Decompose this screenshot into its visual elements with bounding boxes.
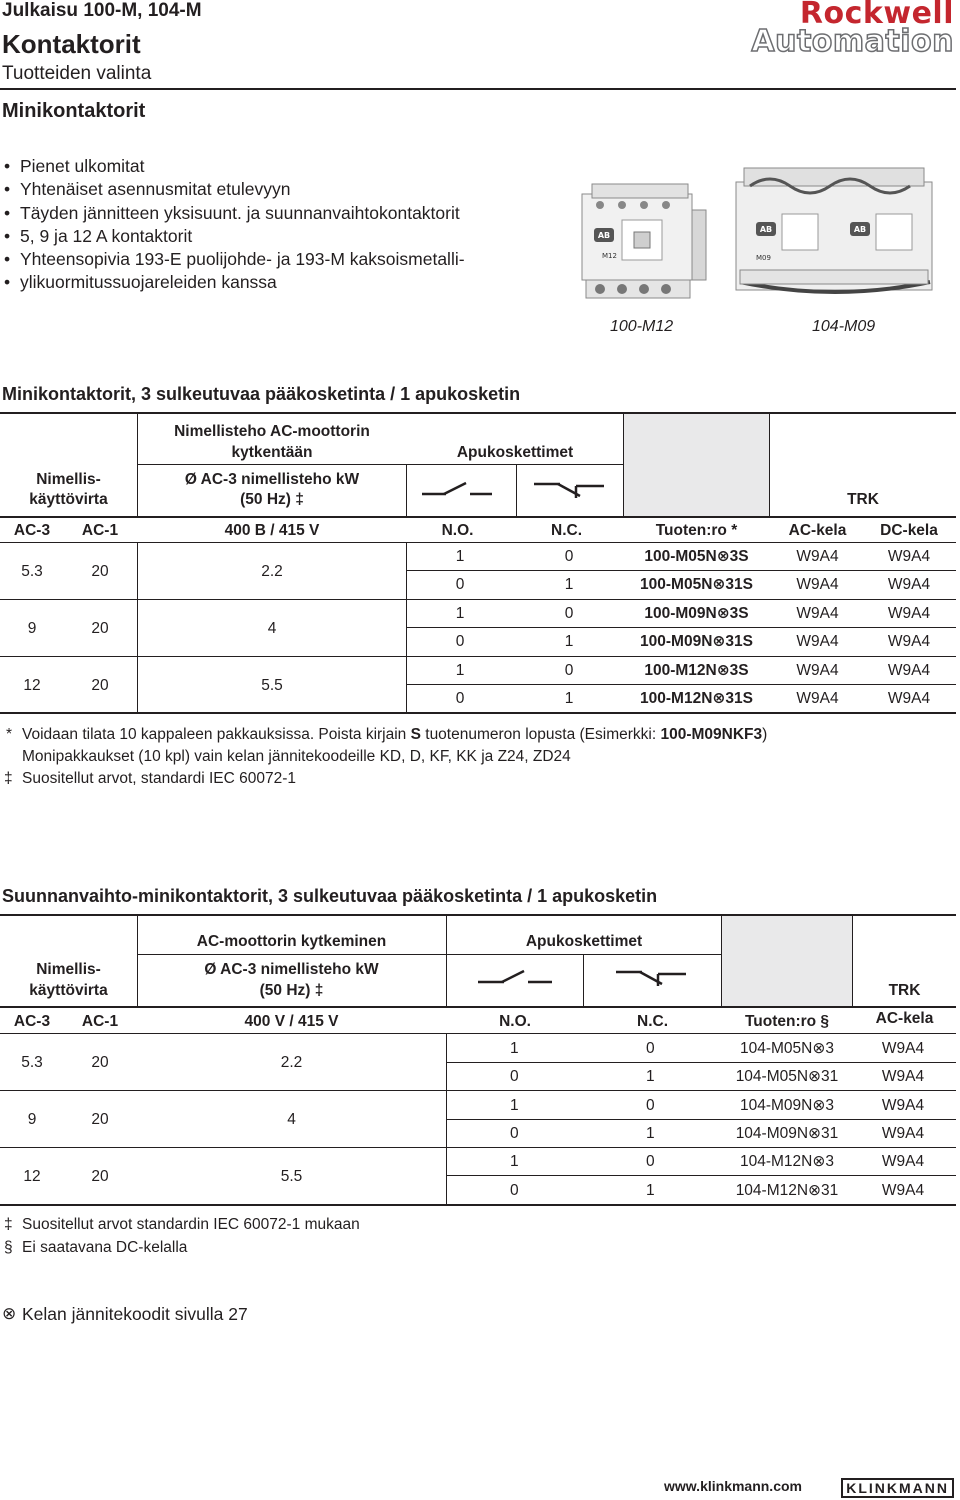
t2-sub-voltage: 400 V / 415 V <box>244 1013 339 1030</box>
t1-head-trk: TRK <box>847 491 879 508</box>
feature-item: • Pienet ulkomitat <box>2 155 465 178</box>
t1-r1-nc: 0 <box>564 548 574 565</box>
t2-head-trk: TRK <box>888 982 921 999</box>
t1-r6-no: 0 <box>455 690 465 707</box>
feature-item: • Yhtenäiset asennusmitat etulevyyn <box>2 178 465 201</box>
table2-bottom-rule <box>0 1204 956 1206</box>
t2-g3-kw: 5.5 <box>280 1168 303 1185</box>
t2-g3-ac3: 12 <box>23 1168 41 1185</box>
t1-r1-cat: 100-M05N⊗3S <box>644 548 749 565</box>
normally-open-contact-icon <box>476 966 556 990</box>
t2-r4-cat: 104-M09N⊗31 <box>735 1125 839 1142</box>
t2-head-aux: Apukoskettimet <box>525 933 643 950</box>
t2-r4-nc: 1 <box>646 1125 655 1142</box>
table1-header-shade <box>624 414 769 516</box>
t1-r5-cat: 100-M12N⊗3S <box>644 662 749 679</box>
table1-row-rule <box>407 627 956 628</box>
t1-head-power-3: Ø AC-3 nimellisteho kW <box>184 471 360 488</box>
table2-sub-rule <box>0 1033 956 1034</box>
t1-note3: Suositellut arvot, standardi IEC 60072-1 <box>22 770 296 787</box>
t2-r6-no: 0 <box>510 1182 519 1199</box>
table1-group-rule <box>0 656 407 657</box>
t2-g2-kw: 4 <box>287 1111 296 1128</box>
t1-r4-no: 0 <box>455 633 465 650</box>
contactor-104-m09-image <box>730 152 940 310</box>
page-subtitle: Tuotteiden valinta <box>2 63 152 84</box>
t2-r2-nc: 1 <box>646 1068 655 1085</box>
t1-g3-ac1: 20 <box>91 677 109 694</box>
t2-r1-no: 1 <box>510 1040 519 1057</box>
table1-header-rule <box>0 516 956 518</box>
t1-g3-ac3: 12 <box>23 677 41 694</box>
t1-r1-no: 1 <box>455 548 465 565</box>
t2-g3-ac1: 20 <box>91 1168 109 1185</box>
t1-r6-ac: W9A4 <box>796 690 839 707</box>
t1-g1-ac3: 5.3 <box>21 563 43 580</box>
logo-automation: Automation <box>751 24 954 59</box>
t1-r6-nc: 1 <box>564 690 574 707</box>
t2-head-rated-current-1: Nimellis- <box>36 961 101 978</box>
table1-divider <box>623 414 624 516</box>
t2-g1-kw: 2.2 <box>280 1054 303 1071</box>
series-label: Julkaisu 100-M, 104-M <box>2 0 202 21</box>
table2-row-rule <box>447 1175 956 1176</box>
t1-r5-nc: 0 <box>564 662 574 679</box>
brand-mark-right-2: AB <box>853 225 867 234</box>
feature-list <box>2 155 465 295</box>
t2-sub-no: N.O. <box>499 1013 531 1030</box>
t1-r4-nc: 1 <box>564 633 574 650</box>
table2-row-rule <box>447 1090 956 1091</box>
t1-g2-kw: 4 <box>267 620 277 637</box>
table1-group-rule <box>0 599 407 600</box>
t2-r3-no: 1 <box>510 1097 519 1114</box>
t1-r5-ac: W9A4 <box>796 662 839 679</box>
t1-r5-dc: W9A4 <box>887 662 931 679</box>
table2-group-rule <box>0 1090 447 1091</box>
t1-r3-no: 1 <box>455 605 465 622</box>
t1-sub-nc: N.C. <box>551 522 582 539</box>
t1-r2-nc: 1 <box>564 576 574 593</box>
table2-row-rule <box>447 1147 956 1148</box>
t1-r4-dc: W9A4 <box>887 633 931 650</box>
normally-closed-contact-icon <box>612 964 692 992</box>
feature-item: • Yhteensopivia 193-E puolijohde- ja 193-M kaksoismetalli- <box>2 248 465 271</box>
t1-g1-kw: 2.2 <box>261 563 283 580</box>
normally-closed-contact-icon <box>530 476 610 504</box>
t1-note2: Monipakkaukset (10 kpl) vain kelan jännitekoodeille KD, D, KF, KK ja Z24, ZD24 <box>22 748 571 765</box>
device-label-right: M09 <box>756 254 771 262</box>
t1-r3-dc: W9A4 <box>887 605 931 622</box>
table1-row-rule <box>407 599 956 600</box>
footer-url[interactable]: www.klinkmann.com <box>664 1478 802 1494</box>
t2-note2-symbol: § <box>4 1239 13 1256</box>
t1-r6-dc: W9A4 <box>887 690 931 707</box>
t2-r3-ac: W9A4 <box>881 1097 925 1114</box>
t1-note3-symbol: ‡ <box>4 770 13 787</box>
t2-sub-ac3: AC-3 <box>13 1013 51 1030</box>
t1-sub-dc-coil: DC-kela <box>880 522 938 539</box>
t2-g1-ac3: 5.3 <box>21 1054 43 1071</box>
t2-sub-ac1: AC-1 <box>81 1013 119 1030</box>
t1-head-rated-current-2: käyttövirta <box>29 491 108 508</box>
t1-sub-cat: Tuoten:ro * <box>655 522 738 539</box>
t2-note1-symbol: ‡ <box>4 1216 13 1233</box>
t2-note2: Ei saatavana DC-kelalla <box>22 1239 188 1256</box>
table1-bottom-rule <box>0 712 956 714</box>
page-title: Kontaktorit <box>2 29 141 59</box>
t1-r2-cat: 100-M05N⊗31S <box>640 576 753 593</box>
t1-sub-voltage: 400 B / 415 V <box>224 522 320 539</box>
coil-note-symbol: ⊗ <box>2 1304 17 1323</box>
table2-divider <box>721 916 722 1007</box>
table2-row-rule <box>447 1062 956 1063</box>
t1-r3-nc: 0 <box>564 605 574 622</box>
table2-title: Suunnanvaihto-minikontaktorit, 3 sulkeutuvaa pääkosketinta / 1 apukosketin <box>2 886 658 906</box>
t2-r4-ac: W9A4 <box>881 1125 925 1142</box>
t2-r6-ac: W9A4 <box>881 1182 925 1199</box>
contactor-100-m12-image <box>574 180 724 305</box>
t1-head-aux: Apukoskettimet <box>456 444 574 461</box>
table1-divider <box>516 464 517 516</box>
table2-group-rule <box>0 1147 447 1148</box>
t1-g2-ac1: 20 <box>91 620 109 637</box>
t2-r2-cat: 104-M05N⊗31 <box>735 1068 839 1085</box>
t1-head-power-1: Nimellisteho AC-moottorin <box>174 423 370 440</box>
table2-divider <box>446 916 447 1007</box>
table1-row-rule <box>407 684 956 685</box>
t1-sub-ac1: AC-1 <box>81 522 119 539</box>
t1-r6-cat: 100-M12N⊗31S <box>640 690 753 707</box>
feature-item: • 5, 9 ja 12 A kontaktorit <box>2 225 465 248</box>
table1-divider <box>137 464 624 465</box>
t2-r2-ac: W9A4 <box>881 1068 925 1085</box>
t1-head-power-2: kytkentään <box>231 444 313 461</box>
t2-r6-nc: 1 <box>646 1182 655 1199</box>
t2-r5-ac: W9A4 <box>881 1153 925 1170</box>
feature-item-continued: • ylikuormitussuojareleiden kanssa <box>2 271 465 294</box>
feature-item: • Täyden jännitteen yksisuunt. ja suunnanvaihtokontaktorit <box>2 202 465 225</box>
t1-r4-cat: 100-M09N⊗31S <box>640 633 753 650</box>
t1-g1-ac1: 20 <box>91 563 109 580</box>
t2-head-power-3: Ø AC-3 nimellisteho kW <box>204 961 379 978</box>
t2-r3-cat: 104-M09N⊗3 <box>740 1097 834 1114</box>
table1-top-rule <box>0 412 956 414</box>
table2-header-shade <box>722 916 852 1007</box>
t1-r1-dc: W9A4 <box>887 548 931 565</box>
t1-head-power-4: (50 Hz) ‡ <box>240 491 304 508</box>
t1-r1-ac: W9A4 <box>796 548 839 565</box>
t2-note1: Suositellut arvot standardin IEC 60072-1 mukaan <box>22 1216 360 1233</box>
t1-r2-dc: W9A4 <box>887 576 931 593</box>
table1-divider <box>137 542 138 713</box>
t2-g2-ac3: 9 <box>27 1111 37 1128</box>
t2-sub-cat: Tuoten:ro § <box>744 1013 830 1030</box>
t2-head-power-4: (50 Hz) ‡ <box>259 982 324 999</box>
table1-sub-rule <box>0 542 956 543</box>
brand-mark-right-1: AB <box>759 225 773 234</box>
t1-r4-ac: W9A4 <box>796 633 839 650</box>
t1-note1-symbol: * <box>6 726 13 743</box>
table1-title: Minikontaktorit, 3 sulkeutuvaa pääkosketinta / 1 apukosketin <box>2 384 521 404</box>
t1-g3-kw: 5.5 <box>261 677 283 694</box>
coil-note: Kelan jännitekoodit sivulla 27 <box>22 1304 248 1324</box>
device-label-left: M12 <box>602 252 617 260</box>
header-divider <box>0 88 956 90</box>
t2-g1-ac1: 20 <box>91 1054 109 1071</box>
t1-r2-no: 0 <box>455 576 465 593</box>
t2-r1-ac: W9A4 <box>881 1040 925 1057</box>
table1-row-rule <box>407 656 956 657</box>
t2-r3-nc: 0 <box>646 1097 655 1114</box>
table2-row-rule <box>447 1119 956 1120</box>
t1-r2-ac: W9A4 <box>796 576 839 593</box>
t2-r1-nc: 0 <box>646 1040 655 1057</box>
t1-note1: Voidaan tilata 10 kappaleen pakkauksissa. Poista kirjain S tuotenumeron lopusta (Esimerkki: 100-M09NKF3) <box>22 726 768 743</box>
t2-r4-no: 0 <box>510 1125 519 1142</box>
photo-caption-104-m09: 104-M09 <box>812 318 876 335</box>
t1-sub-ac3: AC-3 <box>13 522 51 539</box>
t1-r5-no: 1 <box>455 662 465 679</box>
t2-r5-no: 1 <box>510 1153 519 1170</box>
t1-sub-no: N.O. <box>441 522 474 539</box>
brand-mark-left: AB <box>597 231 611 240</box>
t2-sub-nc: N.C. <box>637 1013 668 1030</box>
t2-head-rated-current-2: käyttövirta <box>29 982 108 999</box>
t1-r3-cat: 100-M09N⊗3S <box>644 605 749 622</box>
table2-divider <box>137 954 722 955</box>
t1-g2-ac3: 9 <box>27 620 37 637</box>
t2-r5-cat: 104-M12N⊗3 <box>740 1153 834 1170</box>
footer-logo: KLINKMANN <box>841 1478 954 1498</box>
t2-g2-ac1: 20 <box>91 1111 109 1128</box>
t1-sub-ac-coil: AC-kela <box>788 522 847 539</box>
t1-head-rated-current-1: Nimellis- <box>36 471 101 488</box>
t2-sub-ac-coil: AC-kela <box>875 1010 934 1027</box>
t2-r6-cat: 104-M12N⊗31 <box>735 1182 839 1199</box>
t2-head-power-1: AC-moottorin kytkeminen <box>196 933 387 950</box>
t2-r5-nc: 0 <box>646 1153 655 1170</box>
normally-open-contact-icon <box>420 478 496 502</box>
photo-caption-100-m12: 100-M12 <box>610 318 674 335</box>
t1-r3-ac: W9A4 <box>796 605 839 622</box>
logo-rockwell: Rockwell <box>799 0 954 31</box>
table1-row-rule <box>407 570 956 571</box>
table2-header-rule <box>0 1006 956 1008</box>
t2-r2-no: 0 <box>510 1068 519 1085</box>
table2-divider <box>583 954 584 1007</box>
section-title: Minikontaktorit <box>2 100 146 122</box>
t2-r1-cat: 104-M05N⊗3 <box>740 1040 834 1057</box>
